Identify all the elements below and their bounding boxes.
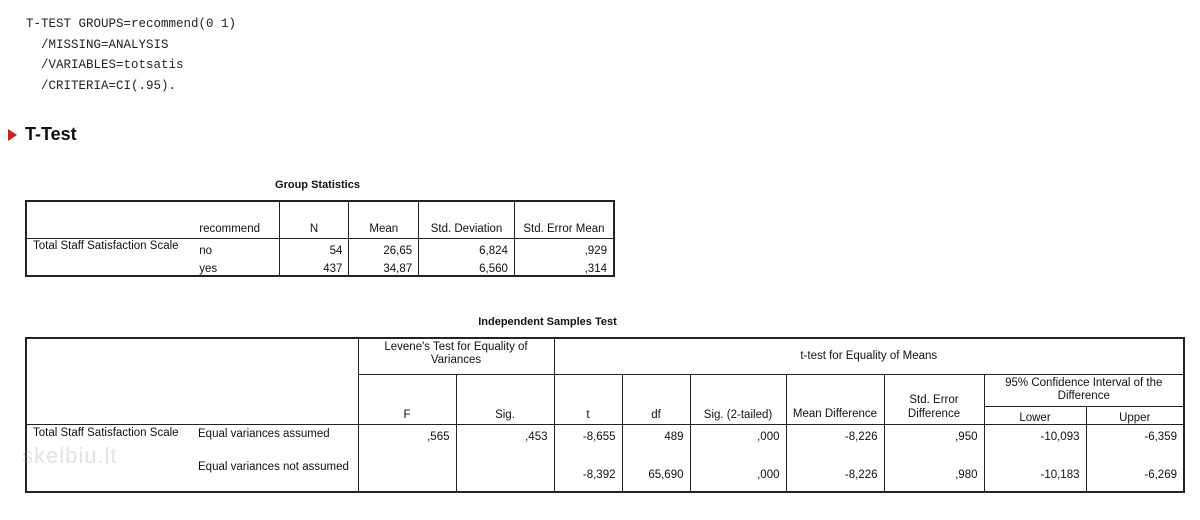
group-stats-table[interactable] bbox=[25, 200, 615, 277]
row-group-no: no bbox=[193, 238, 279, 257]
cell-sig2: ,000 bbox=[690, 424, 786, 458]
cell-se-diff: ,950 bbox=[884, 424, 984, 458]
cell-df: 65,690 bbox=[622, 458, 690, 492]
col-header-sig: Sig. bbox=[456, 374, 554, 424]
cell-f: ,565 bbox=[358, 424, 456, 458]
arrow-right-icon bbox=[8, 129, 17, 141]
group-stats-caption: Group Statistics bbox=[275, 179, 360, 191]
ind-samples-table[interactable] bbox=[25, 337, 1185, 493]
ind-test-caption: Independent Samples Test bbox=[478, 316, 617, 328]
cell-lower: -10,093 bbox=[984, 424, 1086, 458]
cell-se-diff: ,980 bbox=[884, 458, 984, 492]
levene-header: Levene's Test for Equality of Variances bbox=[358, 338, 554, 374]
col-header-f: F bbox=[358, 374, 456, 424]
ttest-header: t-test for Equality of Means bbox=[554, 338, 1184, 374]
cell-upper: -6,359 bbox=[1086, 424, 1184, 458]
col-header-n: N bbox=[279, 201, 349, 238]
cell-t: -8,392 bbox=[554, 458, 622, 492]
row-variable-label: Total Staff Satisfaction Scale bbox=[26, 424, 192, 492]
row-group-yes: yes bbox=[193, 257, 279, 276]
cell-sd: 6,824 bbox=[419, 238, 515, 257]
header-blank bbox=[26, 338, 358, 424]
cell-sig bbox=[456, 458, 554, 492]
header-blank bbox=[26, 201, 193, 238]
col-header-lower: Lower bbox=[984, 406, 1086, 424]
cell-n: 54 bbox=[279, 238, 349, 257]
col-header-t: t bbox=[554, 374, 622, 424]
col-header-sig2: Sig. (2-tailed) bbox=[690, 374, 786, 424]
cell-lower: -10,183 bbox=[984, 458, 1086, 492]
cell-sem: ,314 bbox=[514, 257, 614, 276]
cell-upper: -6,269 bbox=[1086, 458, 1184, 492]
col-header-recommend: recommend bbox=[193, 201, 279, 238]
syntax-line: T-TEST GROUPS=recommend(0 1) bbox=[26, 17, 237, 31]
syntax-line: /CRITERIA=CI(.95). bbox=[26, 78, 177, 93]
section-heading[interactable] bbox=[8, 124, 77, 145]
cell-mean-diff: -8,226 bbox=[786, 458, 884, 492]
cell-f bbox=[358, 458, 456, 492]
row-variable-label: Total Staff Satisfaction Scale bbox=[26, 238, 193, 276]
cell-sig: ,453 bbox=[456, 424, 554, 458]
cell-mean: 26,65 bbox=[349, 238, 419, 257]
col-header-mean: Mean bbox=[349, 201, 419, 238]
watermark: skelbiu.lt bbox=[22, 443, 118, 468]
cell-sig2: ,000 bbox=[690, 458, 786, 492]
cell-sem: ,929 bbox=[514, 238, 614, 257]
col-header-se-diff: Std. Error Difference bbox=[884, 374, 984, 424]
cell-df: 489 bbox=[622, 424, 690, 458]
col-header-mean-diff: Mean Difference bbox=[786, 374, 884, 424]
cell-t: -8,655 bbox=[554, 424, 622, 458]
cell-mean: 34,87 bbox=[349, 257, 419, 276]
row-label-equal: Equal variances assumed bbox=[192, 424, 358, 458]
syntax-block bbox=[26, 14, 236, 96]
cell-n: 437 bbox=[279, 257, 349, 276]
row-label-not-equal: Equal variances not assumed bbox=[192, 458, 358, 492]
syntax-line: /MISSING=ANALYSIS bbox=[26, 37, 169, 52]
col-header-df: df bbox=[622, 374, 690, 424]
cell-mean-diff: -8,226 bbox=[786, 424, 884, 458]
col-header-upper: Upper bbox=[1086, 406, 1184, 424]
col-header-sd: Std. Deviation bbox=[419, 201, 515, 238]
ci-header: 95% Confidence Interval of the Difference bbox=[984, 374, 1184, 406]
section-title: T-Test bbox=[25, 124, 77, 144]
cell-sd: 6,560 bbox=[419, 257, 515, 276]
syntax-line: /VARIABLES=totsatis bbox=[26, 58, 184, 72]
col-header-sem: Std. Error Mean bbox=[514, 201, 614, 238]
